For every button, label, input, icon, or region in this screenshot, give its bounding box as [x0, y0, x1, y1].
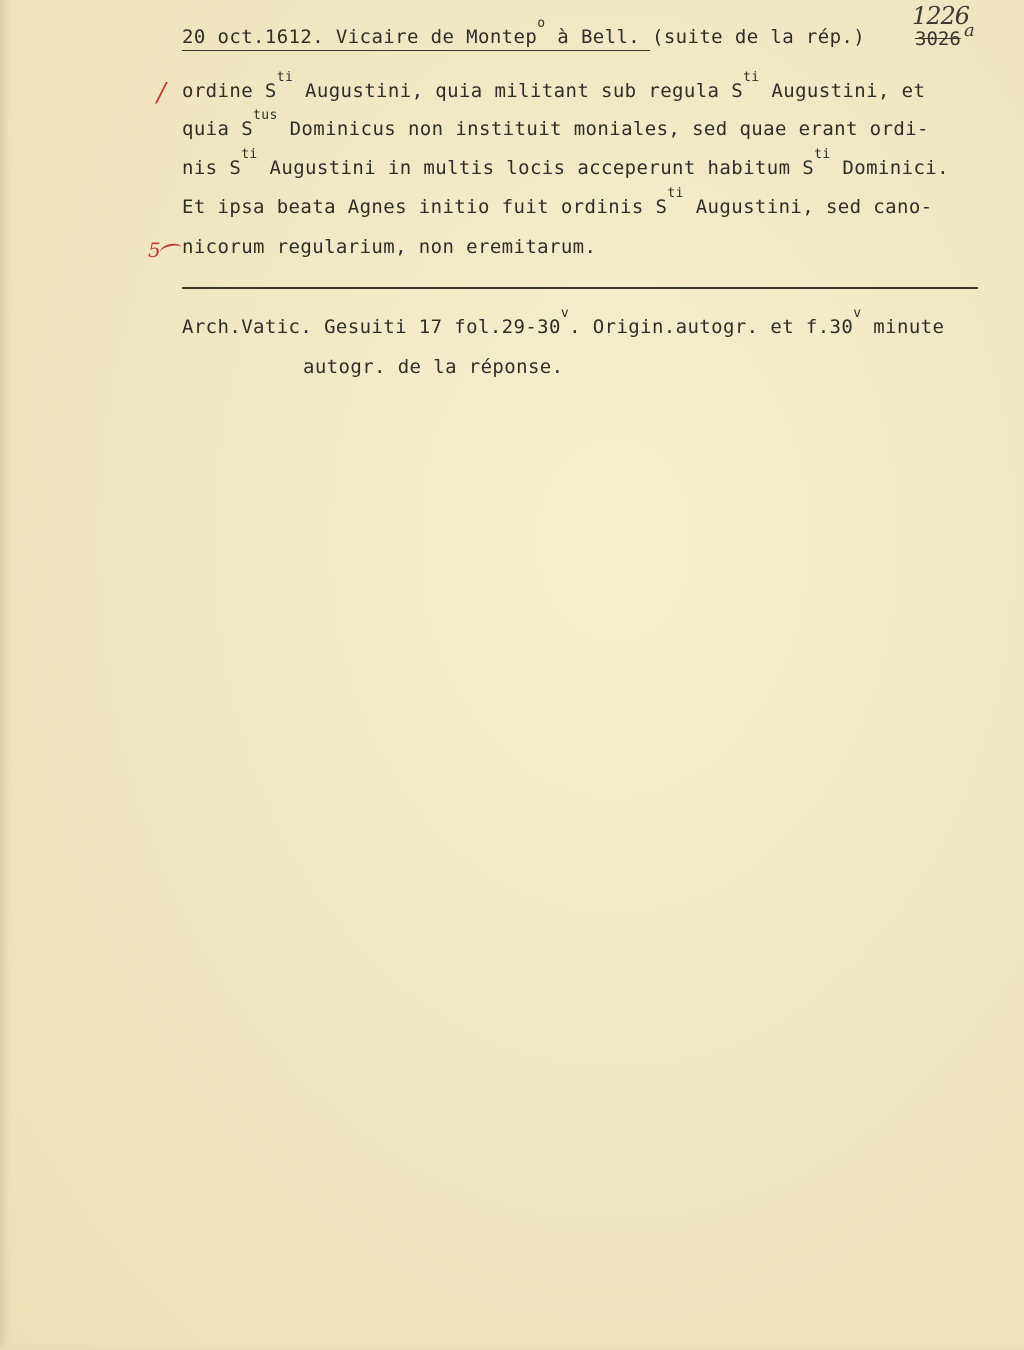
body-line-2-part-a: quia S: [182, 118, 254, 140]
body-line-4-sup-a: ti: [667, 186, 684, 201]
body-line-1-part-a: ordine S: [182, 80, 277, 102]
body-line-1-sup-a: ti: [276, 70, 294, 85]
reference-archive: Arch.Vatic. Gesuiti 17 fol.29-30: [182, 316, 561, 338]
header-note: (suite de la rép.): [651, 26, 866, 48]
body-line-3: [182, 147, 949, 179]
body-line-2-part-b: Dominicus non instituit moniales, sed quae erant ordi-: [277, 118, 929, 140]
body-line-3-sup-a: ti: [241, 147, 258, 162]
body-line-1-sup-b: ti: [743, 70, 760, 85]
margin-line-number: 5: [148, 238, 161, 262]
folio-handwritten: 1226: [912, 2, 970, 30]
reference-sup-1: v: [560, 306, 570, 321]
body-line-3-part-b: Augustini in multis locis acceperunt habitum S: [257, 157, 815, 179]
body-line-1-part-b: Augustini, quia militant sub regula S: [293, 80, 744, 102]
body-line-4-part-a: Et ipsa beata Agnes initio fuit ordinis S: [182, 196, 668, 218]
folio-handwritten-suffix: a: [964, 20, 975, 41]
body-line-1-part-c: Augustini, et: [759, 80, 926, 102]
body-line-3-part-a: nis S: [182, 157, 242, 179]
reference-sup-2: v: [853, 306, 862, 321]
reference-minute: minute: [861, 316, 945, 338]
header-date: 20 oct.1612.: [182, 26, 325, 48]
body-line-2-sup-a: tus: [253, 108, 278, 123]
folio-typed-struck: 3026: [915, 28, 961, 50]
header-title-post: à Bell.: [557, 26, 641, 48]
section-separator: [182, 287, 978, 289]
body-line-1: [182, 70, 926, 102]
page-edge-shadow: [0, 0, 10, 1350]
header-line: [182, 16, 866, 48]
body-line-4: [182, 186, 933, 218]
body-line-2: [182, 108, 929, 140]
reference-line-1: [182, 306, 945, 338]
body-line-5: nicorum regularium, non eremitarum.: [182, 236, 597, 258]
body-line-3-sup-b: ti: [814, 147, 831, 162]
reference-origin: . Origin.autogr. et f.30: [569, 316, 854, 338]
reference-line-2: autogr. de la réponse.: [303, 356, 564, 378]
body-line-4-part-b: Augustini, sed cano-: [683, 196, 933, 218]
page-bottom-edge: [0, 1342, 1024, 1350]
margin-slash-mark: /: [157, 78, 166, 108]
header-title-sup: o: [537, 16, 546, 31]
header-title-pre: Vicaire de Montep: [335, 26, 538, 48]
margin-line-number-flourish: [159, 242, 183, 258]
header-underline: [182, 50, 650, 51]
body-line-3-part-c: Dominici.: [830, 157, 949, 179]
